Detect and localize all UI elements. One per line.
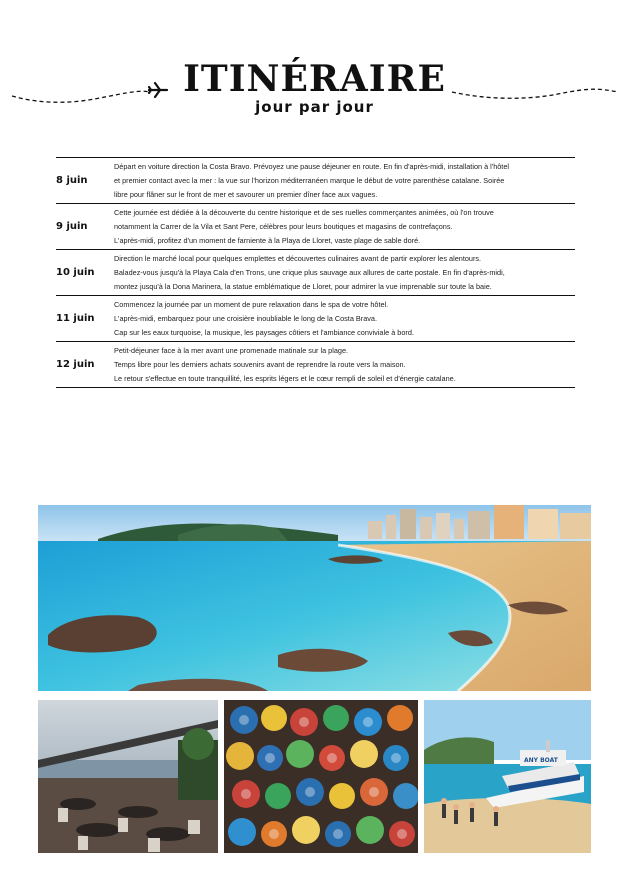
itinerary-row (56, 249, 575, 295)
description-line: L'après-midi, profitez d'un moment de farniente à la Playa de Lloret, vaste plage de sable doré. (114, 236, 421, 245)
day-description (114, 298, 575, 340)
ceramics-shop-photo (224, 700, 418, 853)
itinerary-row (56, 341, 575, 388)
page-header (0, 50, 629, 130)
ferry-name: ANY BOAT (524, 757, 558, 764)
description-line: montez jusqu'à la Dona Marinera, la statue emblématique de Lloret, pour admirer la vue imprenable sur toute la baie. (114, 282, 492, 291)
description-line: notamment la Carrer de la Vila et Sant Pere, célèbres pour leurs boutiques et magasins de contrefaçons. (114, 222, 453, 231)
day-date: 11 juin (56, 313, 95, 324)
description-line: Direction le marché local pour quelques emplettes et découvertes culinaires avant de partir explorer les alentours. (114, 254, 482, 263)
description-line: Départ en voiture direction la Costa Bravo. Prévoyez une pause déjeuner en route. En fin d'après-midi, installation à l'hôtel (114, 162, 510, 171)
description-line: et premier contact avec la mer : la vue sur l'horizon méditerranéen marque le début de votre parenthèse catalane. Soirée (114, 176, 505, 185)
day-description (114, 206, 575, 248)
day-date: 10 juin (56, 267, 95, 278)
description-line: L'après-midi, embarquez pour une croisière inoubliable le long de la Costa Brava. (114, 314, 378, 323)
day-date: 12 juin (56, 359, 95, 370)
description-line: Le retour s'effectue en toute tranquillité, les esprits légers et le cœur rempli de soleil et d'énergie catalane. (114, 374, 456, 383)
description-line: Temps libre pour les derniers achats souvenirs avant de reprendre la route vers la maison. (114, 360, 406, 369)
itinerary-row (56, 203, 575, 249)
terrace-photo (38, 700, 218, 853)
ferry-photo (424, 700, 591, 853)
description-line: Commencez la journée par un moment de pure relaxation dans le spa de votre hôtel. (114, 300, 389, 309)
description-line: Cette journée est dédiée à la découverte du centre historique et de ses ruelles commerçantes animées, où l'on trouve (114, 208, 494, 217)
day-description (114, 160, 575, 202)
day-date: 8 juin (56, 175, 88, 186)
description-line: Baladez-vous jusqu'à la Playa Cala d'en Trons, une crique plus sauvage aux allures de carte postale. En fin d'après-midi, (114, 268, 505, 277)
itinerary-row (56, 157, 575, 203)
description-line: Cap sur les eaux turquoise, la musique, les paysages côtiers et l'ambiance conviviale à bord. (114, 328, 414, 337)
description-line: Petit-déjeuner face à la mer avant une promenade matinale sur la plage. (114, 346, 349, 355)
day-description (114, 344, 575, 386)
itinerary-table (56, 157, 575, 388)
beach-photo (38, 505, 591, 691)
page-subtitle: jour par jour (255, 98, 374, 116)
itinerary-row (56, 295, 575, 341)
day-date: 9 juin (56, 221, 88, 232)
description-line: libre pour flâner sur le front de mer et savourer un premier dîner face aux vagues. (114, 190, 378, 199)
page-title: ITINÉRAIRE (183, 58, 446, 100)
day-description (114, 252, 575, 294)
